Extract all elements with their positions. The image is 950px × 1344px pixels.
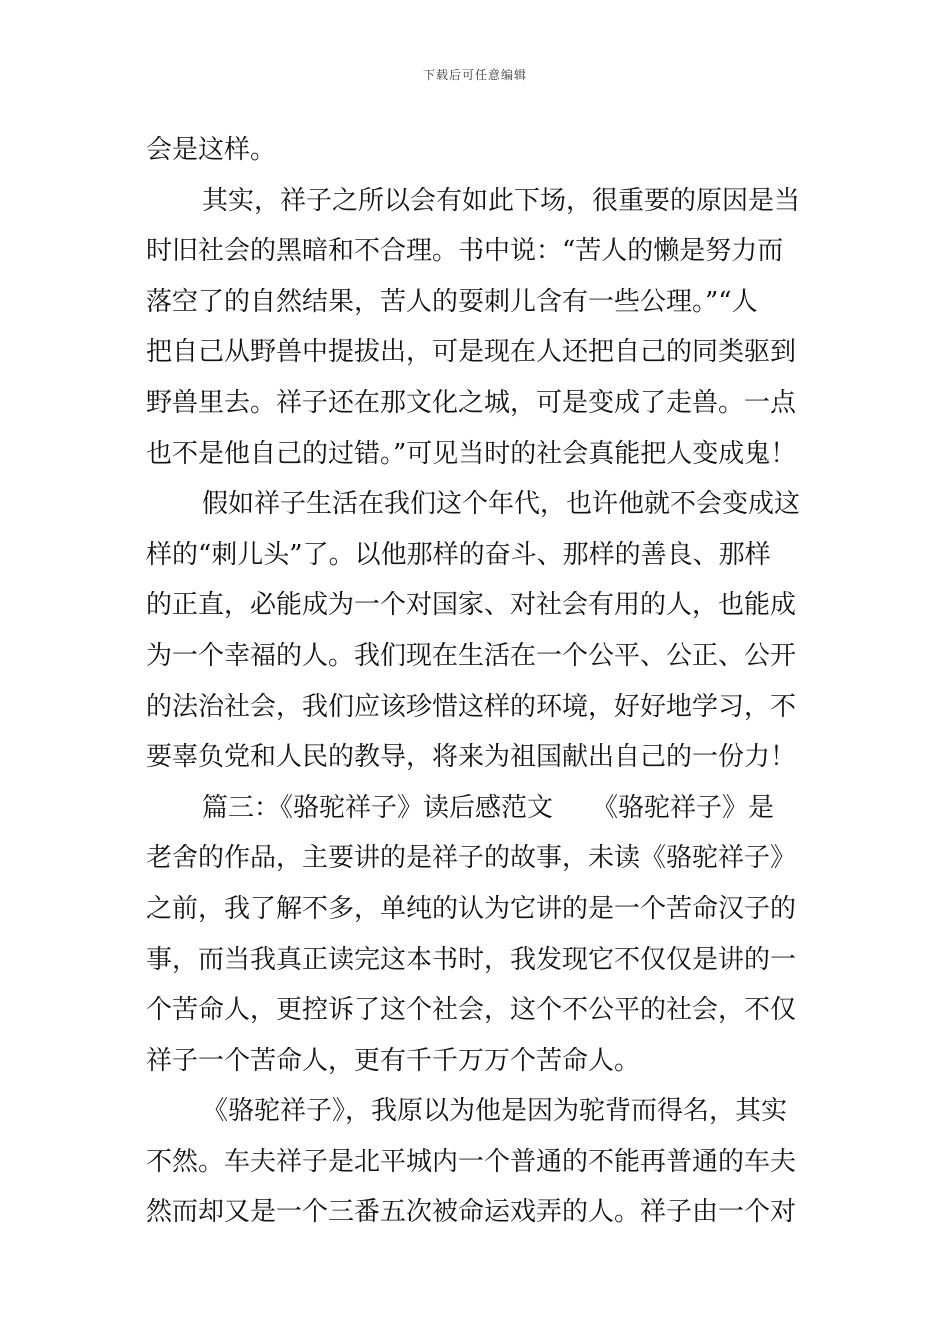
- text-line: 老舍的作品，主要讲的是祥子的故事，未读《骆驼祥子》: [146, 843, 797, 874]
- text-line: 要辜负党和人民的教导，将来为祖国献出自己的一份力！: [146, 742, 797, 773]
- text-line: 事，而当我真正读完这本书时，我发现它不仅仅是讲的一: [146, 944, 797, 975]
- text-line: 不然。车夫祥子是北平城内一个普通的不能再普通的车夫: [146, 1146, 797, 1177]
- text-line: 野兽里去。祥子还在那文化之城，可是变成了走兽。一点: [146, 387, 797, 418]
- text-line: 然而却又是一个三番五次被命运戏弄的人。祥子由一个对: [146, 1197, 797, 1228]
- text-line: 把自己从野兽中提拔出，可是现在人还把自己的同类驱到: [146, 337, 797, 368]
- text-line: 落空了的自然结果，苦人的耍刺儿含有一些公理。”“人: [146, 286, 758, 317]
- text-line: 为一个幸福的人。我们现在生活在一个公平、公正、公开: [146, 640, 797, 671]
- text-line: 之前，我了解不多，单纯的认为它讲的是一个苦命汉子的: [146, 893, 797, 924]
- text-line: 样的“刺儿头”了。以他那样的奋斗、那样的善良、那样: [146, 539, 771, 570]
- body-text: [146, 125, 811, 1238]
- page-header: 下载后可任意编辑: [422, 68, 527, 82]
- text-line: 其实，祥子之所以会有如此下场，很重要的原因是当: [202, 185, 801, 216]
- text-line: 的正直，必能成为一个对国家、对社会有用的人，也能成: [146, 590, 797, 621]
- text-line: 祥子一个苦命人，更有千千万万个苦命人。: [146, 1045, 641, 1076]
- text-line: 个苦命人，更控诉了这个社会，这个不公平的社会，不仅: [146, 995, 797, 1026]
- text-line: 篇三：《骆驼祥子》读后感范文 《骆驼祥子》是: [202, 792, 775, 823]
- text-line: 《骆驼祥子》，我原以为他是因为驼背而得名，其实: [202, 1096, 788, 1127]
- text-line: 的法治社会，我们应该珍惜这样的环境，好好地学习，不: [146, 691, 797, 722]
- text-line: 会是这样。: [146, 135, 277, 165]
- text-line: 时旧社会的黑暗和不合理。书中说：“苦人的懒是努力而: [146, 236, 784, 267]
- text-line: 也不是他自己的过错。”可见当时的社会真能把人变成鬼！: [146, 438, 797, 469]
- text-line: 假如祥子生活在我们这个年代，也许他就不会变成这: [202, 489, 801, 520]
